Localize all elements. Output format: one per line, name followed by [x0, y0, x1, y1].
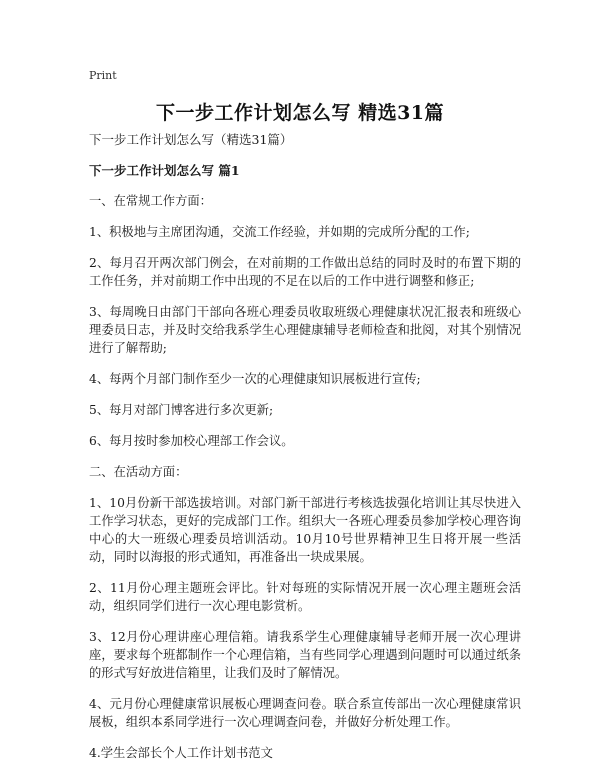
paragraph: 4、每两个月部门制作至少一次的心理健康知识展板进行宣传;: [89, 372, 421, 386]
paragraph: 5、每月对部门博客进行多次更新;: [89, 403, 274, 417]
document-subtitle: 下一步工作计划怎么写（精选31篇）: [89, 132, 293, 147]
paragraph: 6、每月按时参加校心理部工作会议。: [89, 434, 294, 448]
paragraph: 1、积极地与主席团沟通，交流工作经验，并如期的完成所分配的工作;: [89, 225, 470, 239]
section-title: 下一步工作计划怎么写 篇1: [89, 163, 240, 178]
paragraph: 4.学生会部长个人工作计划书范文: [89, 746, 273, 760]
paragraph: 2、11月份心理主题班会评比。针对每班的实际情况开展一次心理主题班会活动，组织同学们进行一次心理电影赏析。: [89, 581, 521, 613]
paragraph: 一、在常规工作方面：: [89, 194, 212, 208]
paragraph: 3、每周晚日由部门干部向各班心理委员收取班级心理健康状况汇报表和班级心理委员日志，并及时交给我系学生心理健康辅导老师检查和批阅，对其个别情况进行了解帮助;: [89, 305, 521, 355]
paragraph: 2、每月召开两次部门例会，在对前期的工作做出总结的同时及时的布置下期的工作任务，并对前期工作中出现的不足在以后的工作中进行调整和修正;: [89, 256, 521, 288]
paragraph: 4、元月份心理健康常识展板心理调查问卷。联合系宣传部出一次心理健康常识展板，组织本系同学进行一次心理调查问卷，并做好分析处理工作。: [89, 697, 521, 729]
print-label[interactable]: Print: [89, 69, 117, 82]
paragraph: 二、在活动方面：: [89, 465, 188, 479]
paragraph: 1、10月份新干部选拔培训。对部门新干部进行考核选拔强化培训让其尽快进入工作学习状态，更好的完成部门工作。组织大一各班心理委员参加学校心理咨询中心的大一班级心理委员培训活动。10月10号世界精神卫生日将开展一些活动，同时以海报的形式通知，再准备出一块成果展。: [89, 496, 521, 564]
page-title: 下一步工作计划怎么写 精选31篇: [155, 102, 445, 124]
document-body: [89, 131, 521, 775]
paragraph: 3、12月份心理讲座心理信箱。请我系学生心理健康辅导老师开展一次心理讲座，要求每个班都制作一个心理信箱，当有些同学心理遇到问题时可以通过纸条的形式写好放进信箱里，让我们及时了解情况。: [89, 630, 521, 680]
